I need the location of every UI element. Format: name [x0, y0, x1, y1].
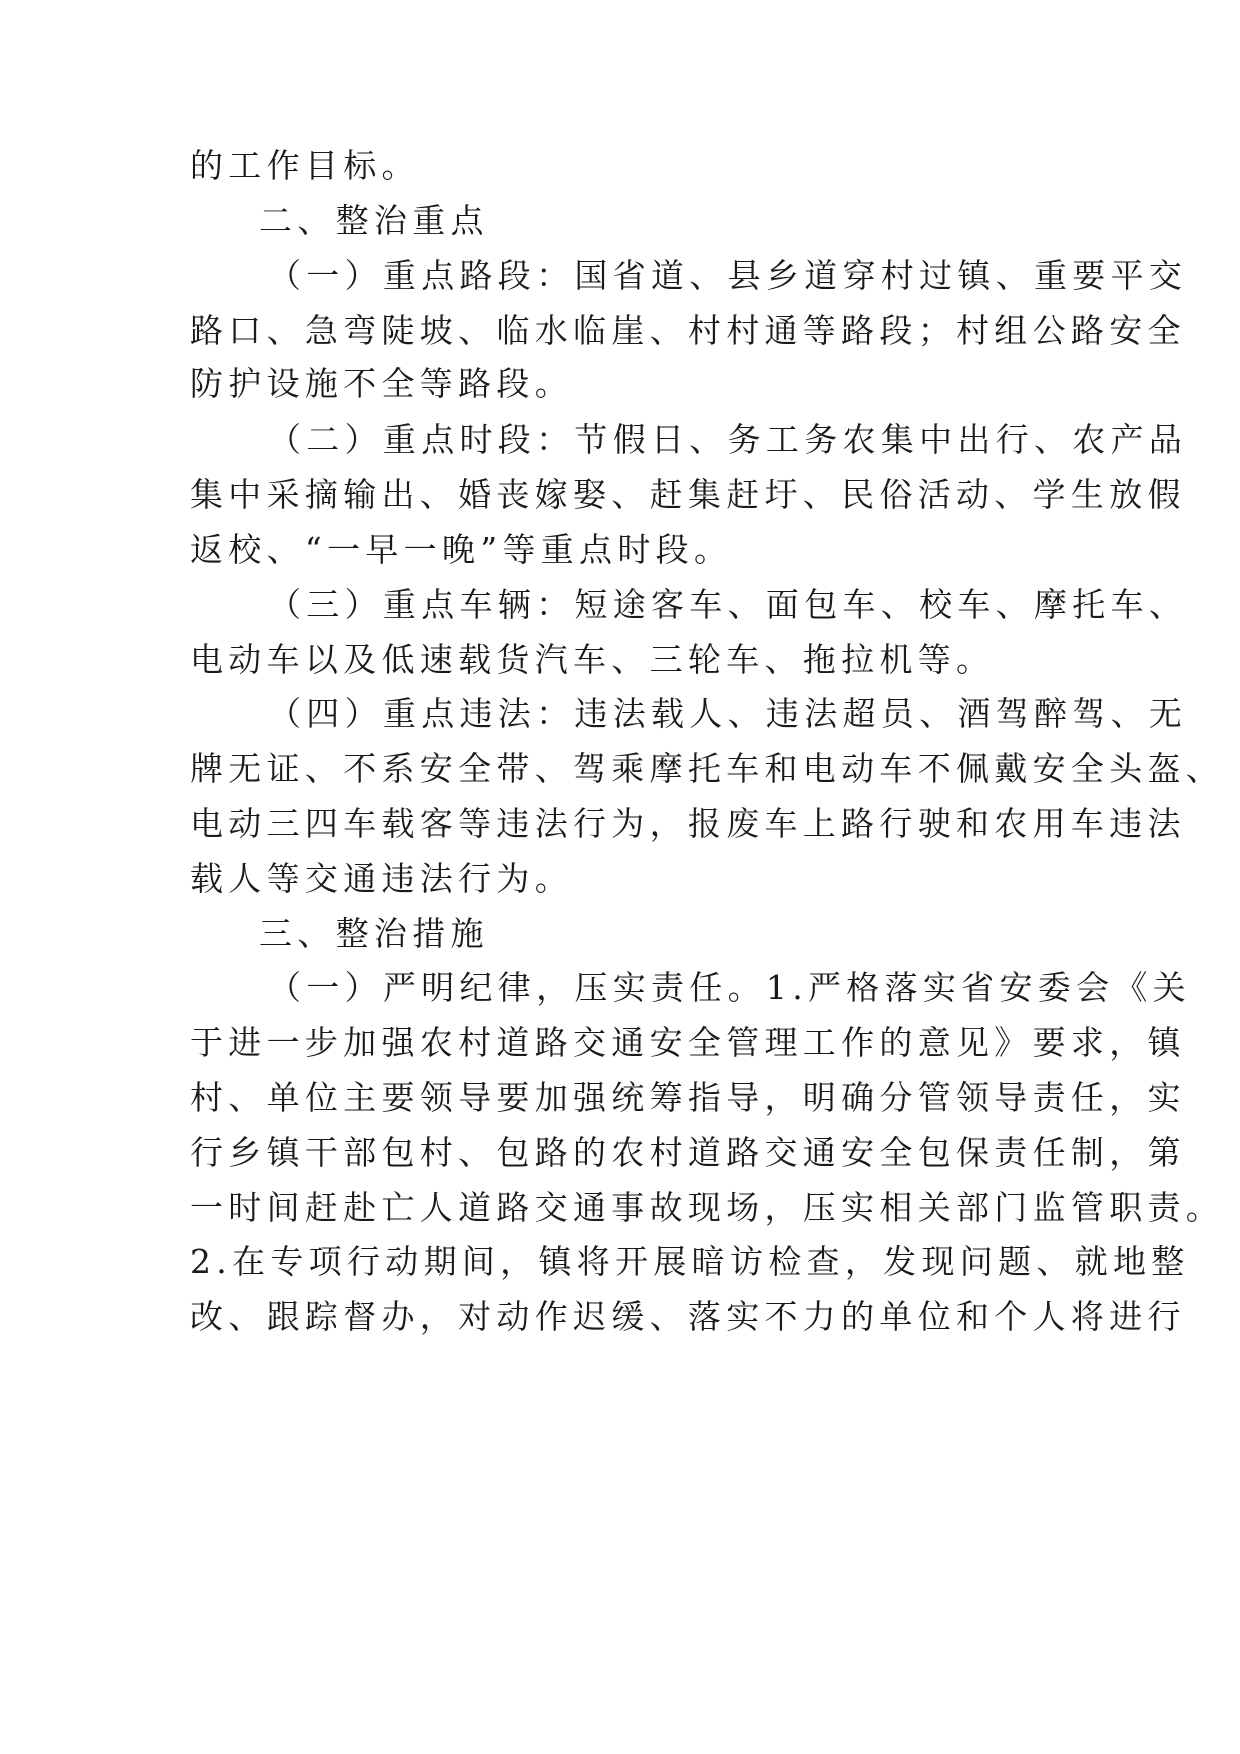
section-heading: 二、整治重点	[259, 201, 489, 240]
text-line: 行乡镇干部包村、包路的农村道路交通安全包保责任制，第	[190, 1133, 1186, 1172]
text-line: （一）重点路段：国省道、县乡道穿村过镇、重要平交	[268, 256, 1188, 295]
text-line: 载人等交通违法行为。	[190, 859, 573, 898]
text-line: 2.在专项行动期间，镇将开展暗访检查，发现问题、就地整	[190, 1242, 1190, 1281]
text-line: 一时间赶赴亡人道路交通事故现场，压实相关部门监管职责。	[190, 1188, 1225, 1227]
text-line: 集中采摘输出、婚丧嫁娶、赶集赶圩、民俗活动、学生放假	[190, 475, 1186, 514]
text-line: 牌无证、不系安全带、驾乘摩托车和电动车不佩戴安全头盔、	[190, 749, 1225, 788]
text-line: （二）重点时段：节假日、务工务农集中出行、农产品	[268, 420, 1188, 459]
text-line: （一）严明纪律，压实责任。1.严格落实省安委会《关	[268, 968, 1191, 1007]
text-line: 的工作目标。	[190, 146, 420, 185]
text-line: 村、单位主要领导要加强统筹指导，明确分管领导责任，实	[190, 1078, 1186, 1117]
text-line: 返校、“一早一晚”等重点时段。	[190, 530, 733, 569]
text-line: （三）重点车辆：短途客车、面包车、校车、摩托车、	[268, 585, 1188, 624]
text-line: 电动车以及低速载货汽车、三轮车、拖拉机等。	[190, 640, 995, 679]
text-line: 电动三四车载客等违法行为，报废车上路行驶和农用车违法	[190, 804, 1186, 843]
text-line: 于进一步加强农村道路交通安全管理工作的意见》要求，镇	[190, 1023, 1186, 1062]
text-line: 防护设施不全等路段。	[190, 364, 573, 403]
section-heading: 三、整治措施	[259, 914, 489, 953]
text-line: 路口、急弯陡坡、临水临崖、村村通等路段；村组公路安全	[190, 311, 1186, 350]
text-line: （四）重点违法：违法载人、违法超员、酒驾醉驾、无	[268, 694, 1188, 733]
text-line: 改、跟踪督办，对动作迟缓、落实不力的单位和个人将进行	[190, 1297, 1186, 1336]
